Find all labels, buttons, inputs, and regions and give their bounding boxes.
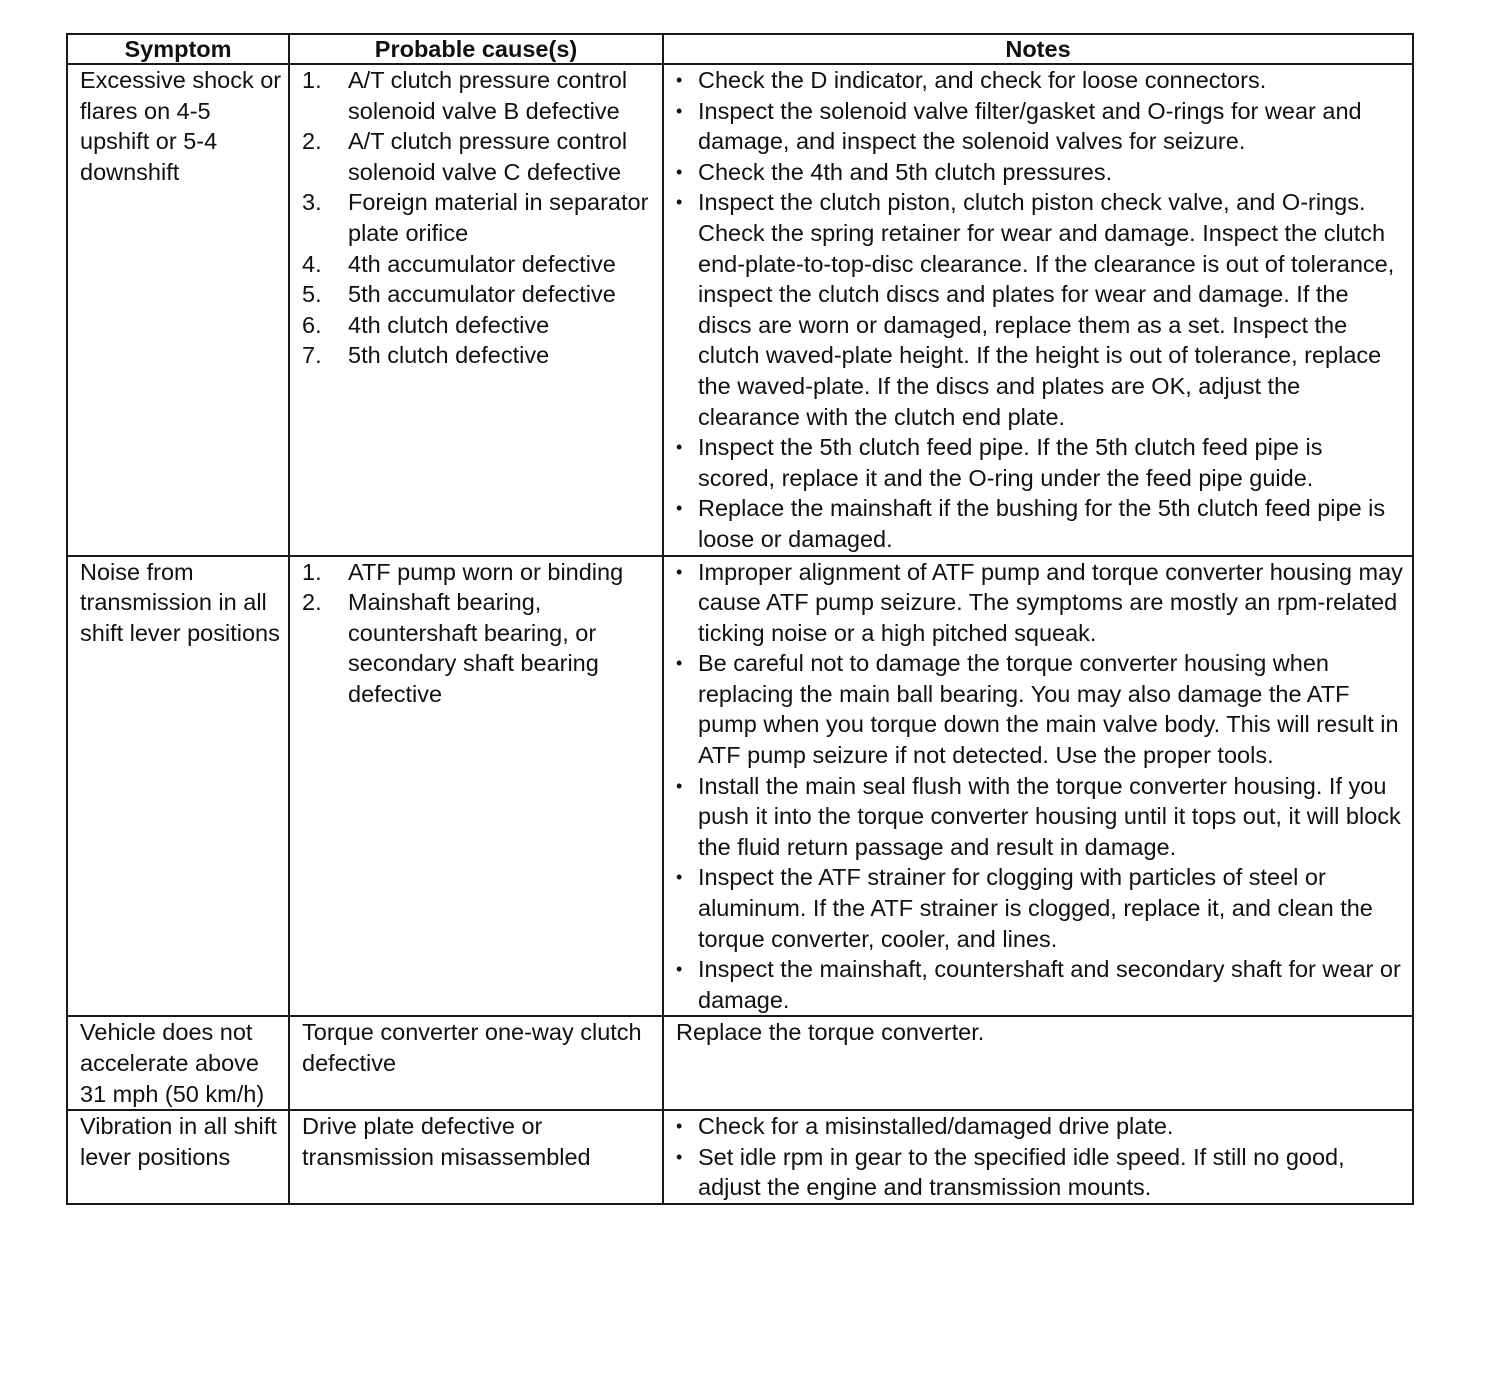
list-item <box>676 493 1406 554</box>
bullet-icon: • <box>676 959 683 980</box>
bullet-icon: • <box>676 498 683 519</box>
table-row <box>67 556 1413 1017</box>
list-item <box>676 648 1406 770</box>
cause-text: Mainshaft bearing, countershaft bearing, or secondary shaft bearing defective <box>348 589 599 707</box>
list-item <box>676 157 1406 188</box>
list-item <box>676 187 1406 432</box>
note-list <box>676 1111 1406 1203</box>
cause-text: 5th accumulator defective <box>348 281 616 308</box>
causes-cell <box>289 64 663 556</box>
cause-text: Torque converter one-way clutch defective <box>302 1019 642 1076</box>
note-text: Install the main seal flush with the torque converter housing. If you push it into the torque converter housing until it tops out, it will block the fluid return passage and result in damage. <box>698 772 1401 860</box>
note-text: Replace the mainshaft if the bushing for the 5th clutch feed pipe is loose or damaged. <box>698 495 1386 552</box>
cause-number: 6. <box>302 311 322 338</box>
cause-number: 2. <box>302 128 322 155</box>
note-text: Check the D indicator, and check for loose connectors. <box>698 67 1267 93</box>
list-item <box>676 432 1406 493</box>
list-item <box>302 340 656 371</box>
table-row <box>67 1016 1413 1110</box>
bullet-icon: • <box>676 161 683 182</box>
note-text: Improper alignment of ATF pump and torque converter housing may cause ATF pump seizure. The symptoms are mostly an rpm-related ticking noise or a high pitched squeak. <box>698 558 1403 646</box>
cause-number: 7. <box>302 342 322 369</box>
cause-text: A/T clutch pressure control solenoid valve C defective <box>348 128 628 185</box>
symptom-cell <box>67 1110 289 1204</box>
note-list <box>676 557 1406 1016</box>
list-item <box>302 557 656 588</box>
list-item <box>302 587 656 709</box>
list-item <box>676 1111 1406 1142</box>
note-text: Check the 4th and 5th clutch pressures. <box>698 158 1113 185</box>
cause-number: 4. <box>302 250 322 277</box>
list-item <box>676 96 1406 157</box>
causes-cell <box>289 1110 663 1204</box>
note-text: Inspect the ATF strainer for clogging with particles of steel or aluminum. If the ATF strainer is clogged, replace it, and clean the torque converter, cooler, and lines. <box>698 864 1373 952</box>
list-item <box>302 310 656 341</box>
list-item <box>302 65 656 126</box>
bullet-icon: • <box>676 437 683 458</box>
bullet-icon: • <box>676 775 683 796</box>
symptom-cell <box>67 1016 289 1110</box>
cause-list <box>302 65 656 371</box>
note-text: Inspect the solenoid valve filter/gasket and O-rings for wear and damage, and inspect the solenoid valves for seizure. <box>698 97 1362 155</box>
symptom-text: Vibration in all shift lever positions <box>80 1113 277 1170</box>
bullet-icon: • <box>676 1146 683 1167</box>
symptom-text: Vehicle does not accelerate above 31 mph (50 km/h) <box>80 1019 265 1107</box>
header-notes: Notes <box>663 34 1413 64</box>
note-text: Set idle rpm in gear to the specified idle speed. If still no good, adjust the engine and transmission mounts. <box>698 1143 1345 1201</box>
list-item <box>676 65 1406 96</box>
list-item <box>302 126 656 187</box>
cause-text: A/T clutch pressure control solenoid valve B defective <box>348 67 628 124</box>
list-item <box>676 557 1406 649</box>
causes-cell <box>289 556 663 1017</box>
header-probable-causes: Probable cause(s) <box>289 34 663 64</box>
notes-cell <box>663 1110 1413 1204</box>
list-item <box>676 954 1406 1015</box>
bullet-icon: • <box>676 100 683 121</box>
list-item <box>302 187 656 248</box>
troubleshooting-table <box>66 33 1414 1205</box>
cause-text: 4th accumulator defective <box>348 250 616 277</box>
list-item <box>302 279 656 310</box>
list-item <box>302 249 656 280</box>
note-text: Check for a misinstalled/damaged drive plate. <box>698 1113 1174 1140</box>
bullet-icon: • <box>676 867 683 888</box>
cause-number: 3. <box>302 189 322 216</box>
header-symptom: Symptom <box>67 34 289 64</box>
causes-cell <box>289 1016 663 1110</box>
symptom-text: Noise from transmission in all shift lever positions <box>80 558 280 646</box>
table-row <box>67 1110 1413 1204</box>
note-text: Inspect the clutch piston, clutch piston check valve, and O-rings. Check the spring retainer for wear and damage. Inspect the clutch end-plate-to-top-disc clearance. If the clearance is out of tolerance, inspect the clutch discs and plates for wear and damage. If the discs are worn or damaged, replace them as a set. Inspect the clutch waved-plate height. If the height is out of tolerance, replace the waved-plate. If the discs and plates are OK, adjust the clearance with the clutch end plate. <box>698 189 1395 430</box>
cause-number: 1. <box>302 67 322 93</box>
table-header-row <box>67 34 1413 64</box>
cause-text: 4th clutch defective <box>348 311 550 338</box>
note-text: Inspect the mainshaft, countershaft and secondary shaft for wear or damage. <box>698 956 1401 1013</box>
notes-cell <box>663 1016 1413 1110</box>
note-text: Inspect the 5th clutch feed pipe. If the 5th clutch feed pipe is scored, replace it and the O-ring under the feed pipe guide. <box>698 434 1323 491</box>
notes-cell <box>663 556 1413 1017</box>
bullet-icon: • <box>676 192 683 213</box>
table-row <box>67 64 1413 556</box>
list-item <box>676 1142 1406 1203</box>
list-item <box>676 771 1406 863</box>
list-item <box>676 862 1406 954</box>
cause-number: 1. <box>302 558 322 585</box>
symptom-cell <box>67 64 289 556</box>
cause-number: 5. <box>302 281 322 308</box>
cause-number: 2. <box>302 589 322 616</box>
note-list <box>676 65 1406 555</box>
cause-text: ATF pump worn or binding <box>348 558 624 585</box>
notes-cell <box>663 64 1413 556</box>
bullet-icon: • <box>676 70 683 90</box>
cause-text: Foreign material in separator plate orifice <box>348 189 649 246</box>
note-text: Be careful not to damage the torque converter housing when replacing the main ball bearing. You may also damage the ATF pump when you torque down the main valve body. This will result in ATF pump seizure if not detected. Use the proper tools. <box>698 650 1399 769</box>
symptom-text: Excessive shock or flares on 4-5 upshift or 5-4 downshift <box>80 67 282 185</box>
bullet-icon: • <box>676 1116 683 1137</box>
bullet-icon: • <box>676 561 683 582</box>
cause-text: Drive plate defective or transmission misassembled <box>302 1113 591 1170</box>
cause-text: 5th clutch defective <box>348 342 550 369</box>
bullet-icon: • <box>676 653 683 674</box>
note-text: Replace the torque converter. <box>676 1019 985 1046</box>
symptom-cell <box>67 556 289 1017</box>
cause-list <box>302 557 656 710</box>
